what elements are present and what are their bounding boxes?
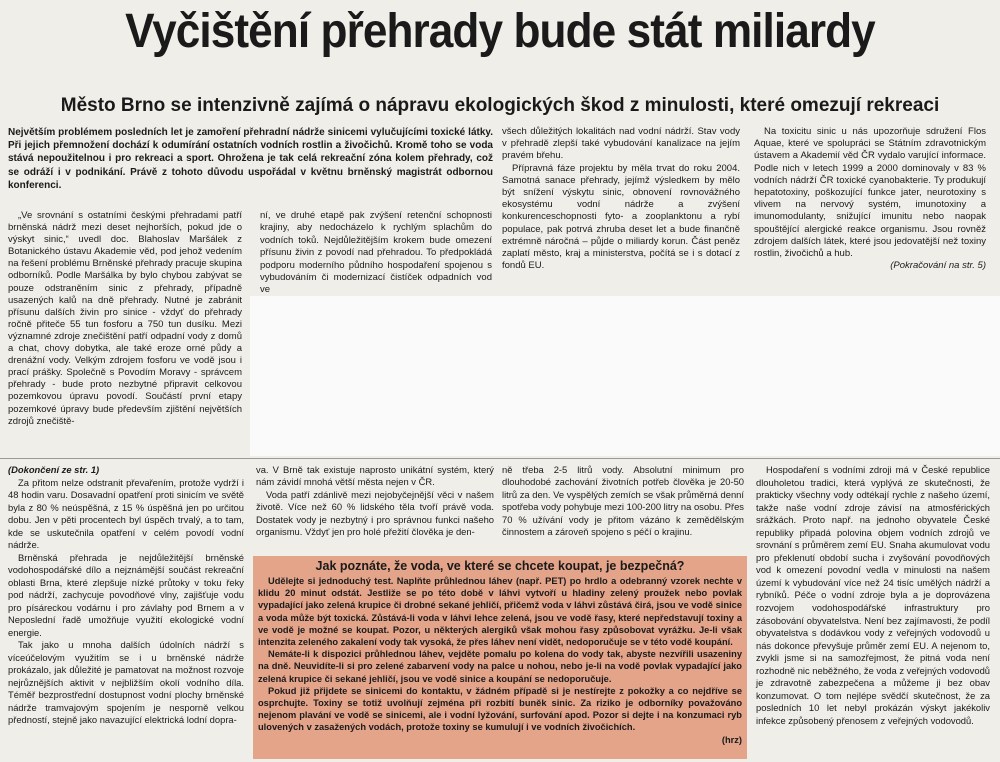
article-paragraph: Tak jako u mnoha dalších údolních nádrží s víceúčelovým využitím se i u brněnské nádrže prokázalo, jak důležité je pamatovat na možnost rozvoje nejrůznějších aktivit v nejbližším okolí vodního díla. Téměř bezprostřední dostupnost vodní plochy brněnské nádrže tramvajovým spojením je nesporně velkou předností, stejně jako navazující elektrická lodní dopra- <box>8 639 244 725</box>
info-box-text <box>258 575 742 746</box>
lower-column-2 <box>256 464 494 538</box>
info-box-paragraph: Nemáte-li k dispozici průhlednou láhev, vejděte pomalu po kolena do vody tak, abyste nezvířili usazeniny na dně. Neuvidíte-li si pro zelené zabarvení vody na palce u nohou, nebo je-li na vodě povlak vypadající jako zelená krupice či sekané jehličí, jsou ve vodě sinice a koupání se nedoporučuje. <box>258 649 742 684</box>
subheadline: Město Brno se intenzivně zajímá o nápravu ekologických škod z minulosti, které omezují rekreaci <box>60 95 940 116</box>
info-box-paragraph: Udělejte si jednoduchý test. Naplňte průhlednou láhev (např. PET) po hrdlo a odebranný vzorek nechte v klidu 20 minut odstát. Jestliže se po této době v láhvi vytvoří u hladiny zelený proužek nebo povlak vypadající jako zelená krupice či drobné sekané jehličí, přičemž voda v láhvi zůstává čirá, jsou ve vodě sinice a voda může být toxická. Zůstává-li voda v láhvi lehce zelená, jsou ve vodě řasy, které nepředstavují toxiny a ve vodě je možné se koupat. Pozor, u některých alergiků však mohou řasy způsobovat vyrážku. Je-li však intenzita zeleného zakalení vody tak vysoká, že přes láhev není vidět, nedoporučuje se v této vodě koupání. <box>258 576 742 648</box>
article-paragraph: Hospodaření s vodními zdroji má v České republice dlouholetou tradici, která vyplývá ze skutečnosti, že prakticky všechny vody odtékají rychle z našeho území, takže naše vodní zdroje závisí na atmosférických srážkách. Proto např. na jednoho obyvatele České republiky připadá polovina objem vodních zdrojů ve srovnání s průměrem zemí EU. Snaha akumulovat vodu pro překlenutí období sucha i zvyšování povodňových vod k omezení povodní vedla v minulosti na našem území k vybudování více než 24 tisíc umělých nádrží a rybníků. Péče o vodní zdroje byla a je doprovázena rozvojem vodohospodářské infrastruktury pro zásobování obyvatelstva. Není bez zajímavosti, že podíl obyvatelstva s dodávkou vody z veřejných vodovodů u nás dokonce převyšuje průměr zemí EU. A nejenom to, zvykli jsme si na samozřejmost, že pitná voda není rozhodně nic neběžného, že voda z veřejných vodovodů je zdravotně zabezpečena a můžeme ji bez obav konzumovat. O tom nejlépe svědčí skutečnost, že za posledních 10 let nebyl prokázán výskyt jakékoliv infekce způsobený přenosem z veřejných vodovodů. <box>756 464 991 726</box>
article-paragraph: Za přitom nelze odstranit převařením, protože vydrží i 48 hodin varu. Dosavadní opatření proti sinicím ve světě byla z 80 % neúspěšná, z 15 % úspěšná jen po určitou dobu. Jen v pěti procentech byl úspěch trvalý, a to tam, kde se uskutečnila opatření v celém povodí vodní nádrže. <box>8 476 244 550</box>
lower-column-3 <box>502 464 744 538</box>
article-paragraph: Na toxicitu sinic u nás upozorňuje sdružení Flos Aquae, které ve spolupráci se Státním zdravotnickým ústavem a Akademií věd ČR vydalo varující informace. Podle nich v letech 1999 a 2000 dominovaly v 83 % vodních nádrží ČR toxické cyanobakterie. Ty produkují hepatotoxiny, poškozující funkce jater, neurotoxiny s vlivem na nervový systém, imunotoxiny a imunomodulanty, snižující imunitu nebo naopak spouštějící alergické reakce organismu. Jsou rovněž zdrojem dalších látek, které jsou jedovatější než toxiny rostlin, živočichů a hub. <box>754 126 986 260</box>
continued-on-label: (Pokračování na str. 5) <box>890 260 986 272</box>
article-paragraph: Voda patří zdánlivě mezi nejobyčejnější věci v našem životě. Více než 60 % lidského těla tvoří právě voda. Dostatek vody je nezbytný i pro správnou funkci našeho organismu. Vždyť jen pro holé přežití člověka je den- <box>256 488 494 538</box>
article-paragraph: ně třeba 2-5 litrů vody. Absolutní minimum pro dlouhodobé zachování životních potřeb člověka je 20-50 litrů za den. Ve vyspělých zemích se však průměrná denní spotřeba vody pohybuje mezi 100-200 litry na osobu. Přes 70 % užívání vody je přitom vázáno k zemědělským činnostem a zároveň spojeno s péčí o krajinu. <box>502 464 744 538</box>
article-paragraph: ní, ve druhé etapě pak zvýšení retenční schopnosti krajiny, aby nedocházelo k rychlým splachům do vodních toků. Nejdůležitějším krokem bude omezení přísunu živin z povodí nad přehradou. To předpokládá podporu moderního půdního hospodaření spojenou s vybudováním či modernizací čistíček odpadních vod ve <box>260 210 492 296</box>
lower-column-1 <box>8 464 244 727</box>
continued-from-label: (Dokončení ze str. 1) <box>8 464 100 475</box>
article-paragraph: „Ve srovnání s ostatními českými přehradami patří brněnská nádrž mezi deset nejhorších, pokud jde o výskyt sinic,“ uvedl doc. Blahoslav Maršálek z Botanického ústavu Akademie věd, pod jehož vedením na řešení problému Brněnské přehrady pracuje skupina odborníků. Podle Maršálka by bylo chybou zabývat se pouze odstraněním sinic z přehrady, případně usazených kalů na dně přehrady. Nutné je zabránit přísunu dalších živin pro sinice - vždyť do přehrady ročně přiteče 55 tun fosforu a 750 tun dusíku. Mezi významné zdroje znečištění patří odpadní vody z domů a chat, chovy dobytka, ale také eroze orné půdy a drenážní vody. Velkým zdrojem fosforu ve vodě jsou i prací prášky. Společně s Povodím Moravy - správcem přehrady - bude proto nezbytné připravit celkovou pozemkovou úpravu povodí. Součástí první etapy pozemkové úpravy bude především zjištění největších zdrojů znečiště- <box>8 210 242 427</box>
article-column-4 <box>754 126 986 272</box>
article-column-2 <box>260 210 492 297</box>
info-box-title: Jak poznáte, že voda, ve které se chcete koupat, je bezpečná? <box>315 559 685 573</box>
article-column-1 <box>8 210 242 428</box>
article-paragraph: va. V Brně tak existuje naprosto unikátní systém, který nám závidí mnohá větší města nejen v ČR. <box>256 464 494 488</box>
article-paragraph: Přípravná fáze projektu by měla trvat do roku 2004. Samotná sanace přehrady, jejímž výsledkem by mělo být snížení výskytu sinic, obnovení rovnovážného ekosystému vodní nádrže a zvýšení konkurenceschopnosti fyto- a zooplanktonu a rybí populace, pak potrvá zhruba deset let a bude finančně extrémně náročná – půjde o miliardy korun. Část peněz zaplatí město, kraj a ministerstva, počítá se i s dotací z fondů EU. <box>502 162 740 272</box>
info-box-signature: (hrz) <box>721 734 742 745</box>
article-paragraph: Brněnská přehrada je nejdůležitější brněnské vodohospodářské dílo a nejznámější součást rekreační oblasti Brna, které zlepšuje nízké průtoky v toku řeky pod nádrží, zachycuje povodňové vlny, zajišťuje vodu pro písáreckou vodárnu i pro závlahy pod Brnem a v Neposlední řadě umožňuje využití ekologické vodní energie. <box>8 551 244 638</box>
article-column-3 <box>502 126 740 272</box>
lower-column-4 <box>756 464 990 727</box>
info-box-paragraph: Pokud již přijdete se sinicemi do kontaktu, v žádném případě si je nestírejte z pokožky a co nejdříve se osprchujte. Toxiny se totiž uvolňují zejména při rozbití buněk sinic. Za riziko je odborníky považováno nejenom plavání ve vodě se sinicemi, ale i vodní lyžování, surfování apod. Pozor si dejte i na konzumaci ryb ulovených v zasažených vodách, protože toxiny se kumulují i ve vodních živočichích. <box>258 685 742 733</box>
intro-paragraph: Největším problémem posledních let je zamoření přehradní nádrže sinicemi vylučujícími toxické látky. Při jejich přemnožení dochází k odumírání ostatních vodních rostlin a živočichů. Kromě toho se voda stává nepoužitelnou i pro rekreaci a sport. Ohrožena je tak celá rekreační zóna kolem přehrady, což se odráží i v podnikání. Právě z tohoto důvodu uspořádal v květnu brněnský magistrát odbornou konferenci. <box>8 127 493 191</box>
blank-area <box>250 296 1000 456</box>
headline: Vyčištění přehrady bude stát miliardy <box>125 5 875 58</box>
article-paragraph: všech důležitých lokalitách nad vodní nádrží. Stav vody v přehradě zlepší také vybudování kanalizace na jejím pravém břehu. <box>502 126 740 162</box>
section-divider <box>0 458 1000 459</box>
